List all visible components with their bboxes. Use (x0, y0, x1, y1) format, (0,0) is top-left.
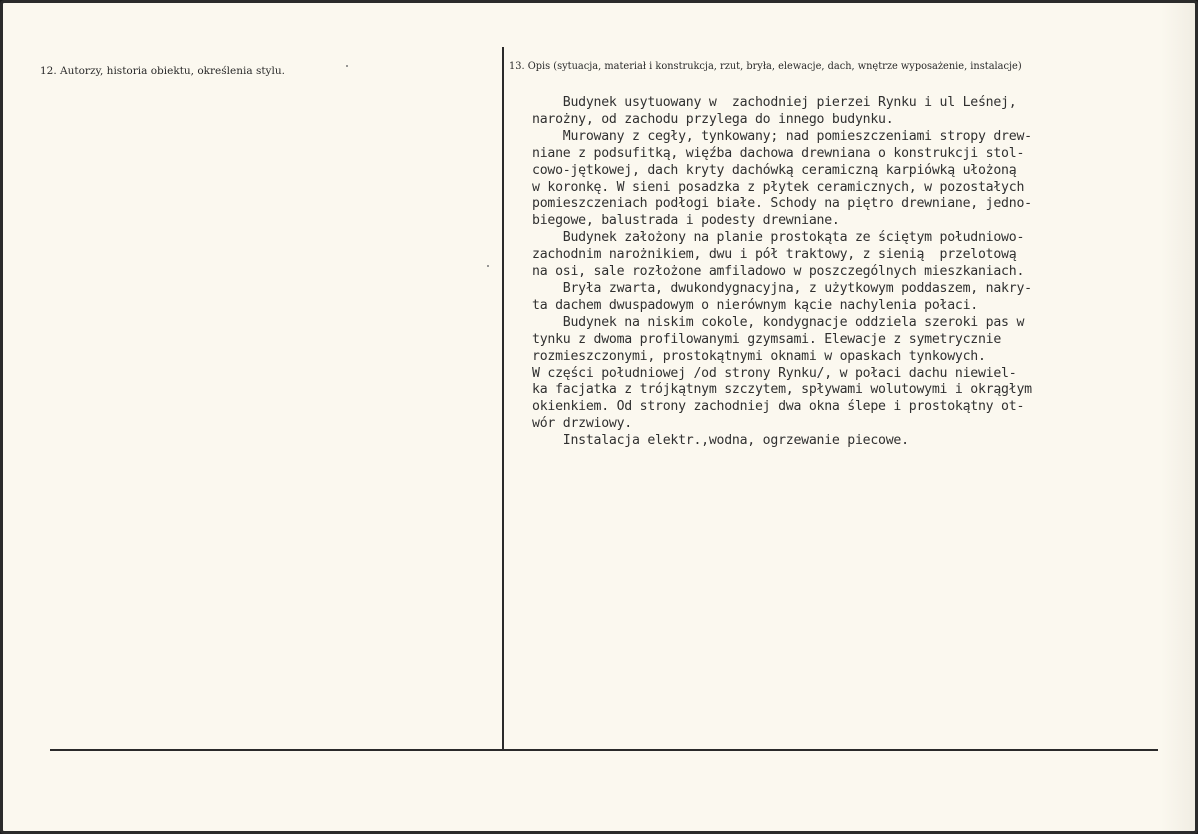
description-line: wór drzwiowy. (532, 416, 632, 432)
description-line: Budynek założony na planie prostokąta ze ściętym południowo- (532, 230, 1025, 246)
description-line: cowo-jętkowej, dach kryty dachówką ceramiczną karpiówką ułożoną (532, 162, 1017, 178)
description-body (532, 95, 1192, 450)
description-line: W części południowej /od strony Rynku/, w połaci dachu niewiel- (532, 365, 1017, 381)
description-line: ka facjatka z trójkątnym szczytem, spływami wolutowymi i okrągłym (532, 382, 1032, 398)
description-line: biegowe, balustrada i podesty drewniane. (532, 213, 840, 229)
description-line: Budynek usytuowany w zachodniej pierzei Rynku i ul Leśnej, (532, 95, 1017, 110)
column-divider (502, 47, 504, 750)
paper-speck (346, 65, 348, 67)
description-line: ta dachem dwuspadowym o nierównym kącie nachylenia połaci. (532, 297, 978, 313)
authors-history-heading: 12. Autorzy, historia obiektu, określenia stylu. (40, 65, 285, 77)
description-line: Budynek na niskim cokole, kondygnacje oddziela szeroki pas w (532, 314, 1025, 330)
bottom-rule (50, 749, 1158, 751)
description-line: niane z podsufitką, więźba dachowa drewniana o konstrukcji stol- (532, 145, 1025, 161)
description-line: w koronkę. W sieni posadzka z płytek ceramicznych, w pozostałych (532, 179, 1025, 195)
description-line: okienkiem. Od strony zachodniej dwa okna ślepe i prostokątny ot- (532, 399, 1025, 415)
description-line: zachodnim narożnikiem, dwu i pół traktowy, z sienią przelotową (532, 247, 1017, 263)
description-line: rozmieszczonymi, prostokątnymi oknami w opaskach tynkowych. (532, 348, 986, 364)
description-line: Bryła zwarta, dwukondygnacyjna, z użytkowym poddaszem, nakry- (532, 280, 1032, 296)
description-line: Instalacja elektr.,wodna, ogrzewanie piecowe. (532, 433, 909, 449)
description-line: na osi, sale rozłożone amfiladowo w poszczególnych mieszkaniach. (532, 264, 1025, 280)
description-line: Murowany z cegły, tynkowany; nad pomieszczeniami stropy drew- (532, 128, 1032, 144)
description-line: narożny, od zachodu przylega do innego budynku. (532, 111, 894, 127)
description-line: pomieszczeniach podłogi białe. Schody na piętro drewniane, jedno- (532, 196, 1032, 212)
description-line: tynku z dwoma profilowanymi gzymsami. Elewacje z symetrycznie (532, 331, 1002, 347)
description-heading: 13. Opis (sytuacja, materiał i konstrukcja, rzut, bryła, elewacje, dach, wnętrze wyposażenie, instalacje) (509, 61, 1022, 72)
paper-speck (487, 265, 489, 267)
